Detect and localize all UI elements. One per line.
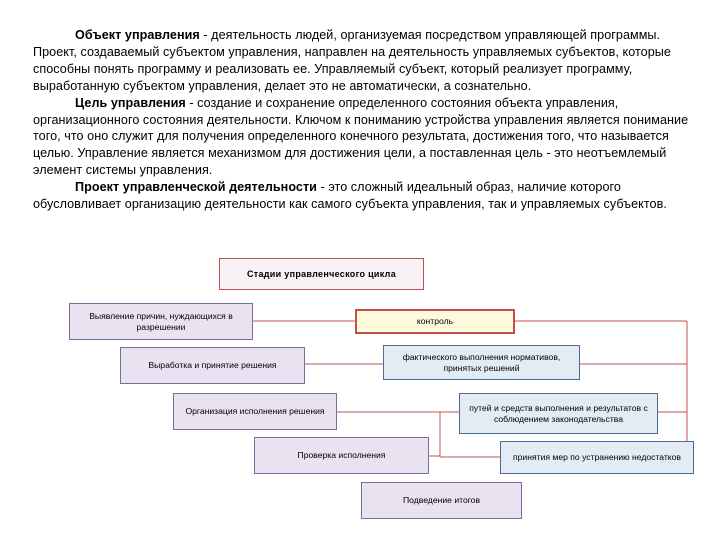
stage-check-execution: Проверка исполнения [254, 437, 429, 474]
definition-project: - это сложный идеальный образ, наличие которого обусловливает организацию деятельности как самого субъекта управления, так и управляемых субъектов. [33, 180, 667, 212]
term-project: Проект управленческой деятельности [75, 180, 317, 195]
term-object: Объект управления [75, 28, 200, 42]
diagram-title: Стадии управленческого цикла [219, 258, 424, 290]
stage-summarize: Подведение итогов [361, 482, 522, 519]
control-box: контроль [355, 309, 515, 334]
control-item-remedy-shortcomings: принятия мер по устранению недостатков [500, 441, 694, 474]
control-item-actual-execution: фактического выполнения нормативов, принятых решений [383, 345, 580, 380]
definition-goal: - создание и сохранение определенного состояния объекта управления, организационного состояния деятельности. Ключом к пониманию устройства управления является понимание того, что оно служит для получения определенного конечного результата, достижения того, что называется целью. Управление является механизмом для достижения цели, а поставленная цель - это неотъемлемый элемент системы управления. [33, 95, 689, 178]
stage-identify-causes: Выявление причин, нуждающихся в разрешении [69, 303, 253, 340]
stage-make-decision: Выработка и принятие решения [120, 347, 305, 384]
control-item-ways-and-means: путей и средств выполнения и результатов с соблюдением законодательства [459, 393, 658, 434]
definition-object: - деятельность людей, организуемая посредством управляющей программы. Проект, создаваемый субъектом управления, направлен на деятельность управляемых субъектов, которые способны понять программу и реализовать ее. Управляемый субъект, который реализует программу, выработанную субъектом управления, делает это не автоматически, а сознательно. [33, 28, 671, 93]
term-goal: Цель управления [75, 95, 186, 110]
stage-organize-execution: Организация исполнения решения [173, 393, 337, 430]
